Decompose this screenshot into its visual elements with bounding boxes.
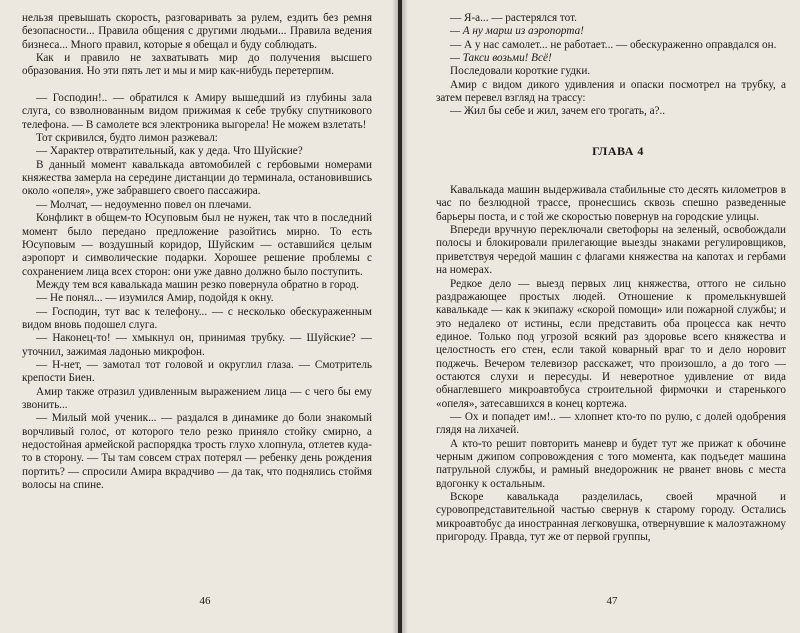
paragraph: — Господин!.. — обратился к Амиру вышедший из глубины зала слуга, со взволнованным видом прижимая к себе трубку спутникового телефона. — В самолете вся электроника выгорела! Не можем взлетать! [22,92,372,131]
paragraph: — А у нас самолет... не работает... — обескураженно оправдался он. [450,38,777,51]
paragraph: — Жил бы себе и жил, зачем его трогать, а?.. [450,105,666,118]
paragraph: — Господин, тут вас к телефону... — с несколько обескураженным видом вновь подошел слуга. [22,305,372,331]
paragraph: — Не понял... — изумился Амир, подойдя к окну. [36,292,274,305]
paragraph: Редкое дело — выезд первых лиц княжества, оттого не сильно раздражающее простых людей. Отношение к промелькнувшей кавалькаде — как к экипажу «скорой помощи» или пожарной службы; и это недалеко от истины, если представить оба процесса как нечто единое. Только под угрозой всякий раз здоровье всего княжества и целостность его стен, если такой коварный враг то и дело норовит поджечь. Вечером телевизор расскажет, что произошло, а до того — остаются слухи и пересуды. И неверотное удивление от вида обнаглевшего микроавтобуса строительной фирмочки и старенького «опеля», затесавшихся в конец кортежа. [436,277,786,410]
paragraph: — Характер отвратительный, как у деда. Что Шуйские? [36,145,303,158]
paragraph: А кто-то решит повторить маневр и будет тут же прижат к обочине черным джипом сопровождения с того момента, как подъедет машина патрульной службы, и рамный внедорожник не рванет вновь с места вдогонку к остальным. [436,437,786,490]
paragraph: нельзя превышать скорость, разговаривать за рулем, ездить без ремня безопасности... Правила общения с другими людьми... Правила ведения бизнеса... Много правил, которые я обещал и буду соблюдать. [22,12,372,51]
paragraph: Последовали короткие гудки. [450,65,591,78]
paragraph: — Молчат, — недоуменно повел он плечами. [36,198,252,211]
paragraph: Впереди вручную переключали светофоры на зеленый, освобождали полосы и блокировали прилегающие выезды знаками регулировщиков, приветствуя чередой машин с флагами княжества на капотах и гербами на номерах. [436,224,786,277]
paragraph: — Н-нет, — замотал тот головой и округлил глаза. — Смотритель крепости Биен. [22,358,372,385]
paragraph: — Милый мой ученик... — раздался в динамике до боли знакомый ворчливый голос, от которого тело резко приняло стойку смирно, а недостойная армейской распорядка трость глухо хлопнула, отлетев куда-то в сторону. — Ты там совсем страх потерял — ребенку день рождения портить? — спросили Амира вкрадчиво — да так, что поднялись стоймя волосы на спине. [22,412,372,492]
paragraph: Вскоре кавалькада разделилась, своей мрачной и суровопредставительной частью свернув к старому городу. Остались микроавтобус да иностранная легковушка, отвернувшие к малоэтажному пригороду. Правда, тут же от первой группы, [436,491,786,544]
italic-line: — А ну марш из аэропорта! [450,25,584,38]
right-page-text [436,12,786,544]
paragraph: Как и правило не захватывать мир до получения высшего образования. Но эти пять лет и мы и мир как-нибудь перетерпим. [22,52,372,78]
paragraph: Кавалькада машин выдерживала стабильные сто десять километров в час по безлюдной трассе, пронесшись сквозь спешно разведенные барьеры поста, и с той же скоростью повернув на городские улицы. [436,184,786,223]
paragraph: В данный момент кавалькада автомобилей с гербовыми номерами княжества замерла на середине дистанции до терминала, остановившись около «опеля», уже забравшего своего пассажира. [22,158,372,198]
paragraph: Тот скривился, будто лимон разжевал: [36,132,218,145]
book-gutter [392,0,408,633]
paragraph: Амир с видом дикого удивления и опаски посмотрел на трубку, а затем перевел взгляд на трассу: [436,78,786,105]
chapter-title: ГЛАВА 4 [592,143,644,158]
italic-line: — Такси возьми! Всё! [450,52,552,65]
right-page [402,0,800,633]
paragraph [436,25,786,38]
paragraph: Между тем вся кавалькада машин резко повернула обратно в город. [36,278,359,291]
paragraph: — Я-а... — растерялся тот. [450,12,577,24]
page-number: 46 [199,595,211,607]
paragraph: Конфликт в общем-то Юсуповым был не нужен, так что в последний момент было передано предложение разойтись мирно. То есть Юсуповым — воздушный коридор, Шуйским — оставшийся целым аэропорт и символические подарки. Хорошее решение проблемы с сохранением лица всех сторон: они уже давно должно было поступить. [22,212,372,278]
paragraph: Амир также отразил удивленным выражением лица — с чего бы ему звонить... [22,385,372,411]
paragraph: — Наконец-то! — хмыкнул он, принимая трубку. — Шуйские? — уточнил, зажимая ладонью микрофон. [22,332,372,358]
page-number: 47 [606,595,618,607]
paragraph: — Ох и попадет им!.. — хлопнет кто-то по рулю, с долей одобрения глядя на лихачей. [436,410,786,437]
left-page [0,0,398,633]
left-page-text [22,12,372,492]
paragraph [436,52,786,65]
